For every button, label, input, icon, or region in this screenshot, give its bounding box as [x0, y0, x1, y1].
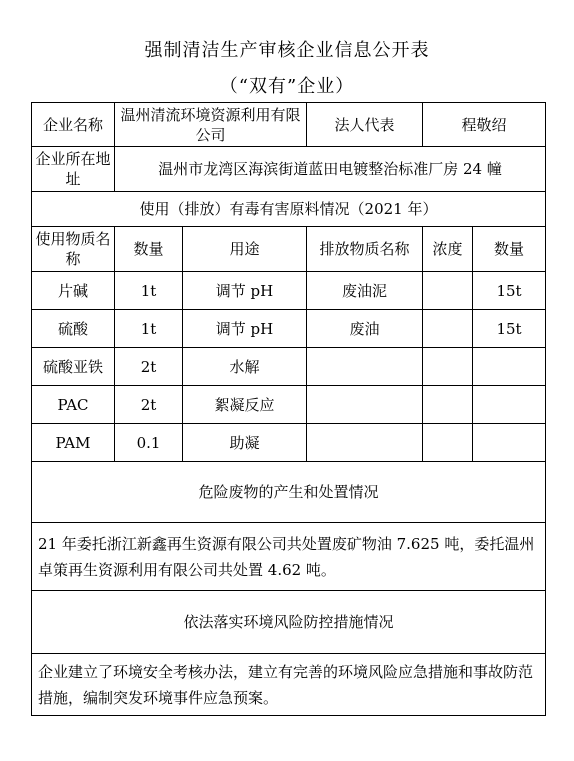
material-quantity-cell: 0.1 [115, 424, 183, 462]
hazardous-waste-section-title: 危险废物的产生和处置情况 [32, 462, 546, 523]
hazardous-waste-text: 21 年委托浙江新鑫再生资源有限公司共处置废矿物油 7.625 吨，委托温州卓策再生资源利用有限公司共处置 4.62 吨。 [32, 523, 546, 591]
company-name-row [32, 103, 546, 147]
emission-name-cell [307, 348, 423, 386]
table-row [32, 272, 546, 310]
emission-name-cell: 废油泥 [307, 272, 423, 310]
table-row [32, 348, 546, 386]
risk-control-section-title: 依法落实环境风险防控措施情况 [32, 591, 546, 654]
concentration-cell [423, 310, 473, 348]
hazardous-waste-section-row [32, 462, 546, 523]
material-usage-cell: 助凝 [183, 424, 307, 462]
legal-rep-value: 程敬绍 [423, 103, 546, 147]
page-subtitle: （“双有”企业） [219, 76, 355, 97]
header-concentration: 浓度 [423, 227, 473, 272]
risk-control-section-row [32, 591, 546, 654]
material-name-cell: 硫酸 [32, 310, 115, 348]
company-name-label: 企业名称 [32, 103, 115, 147]
material-quantity-cell: 1t [115, 310, 183, 348]
emission-quantity-cell [473, 348, 546, 386]
page-title: 强制清洁生产审核企业信息公开表 [144, 40, 430, 61]
concentration-cell [423, 386, 473, 424]
header-usage: 用途 [183, 227, 307, 272]
emission-quantity-cell: 15t [473, 272, 546, 310]
header-emission-name: 排放物质名称 [307, 227, 423, 272]
materials-section-title: 使用（排放）有毒有害原料情况（2021 年） [32, 192, 546, 227]
company-address-value: 温州市龙湾区海滨街道蓝田电镀整治标准厂房 24 幢 [115, 147, 546, 192]
emission-quantity-cell: 15t [473, 310, 546, 348]
material-quantity-cell: 2t [115, 386, 183, 424]
table-row [32, 386, 546, 424]
header-quantity: 数量 [115, 227, 183, 272]
material-name-cell: 片碱 [32, 272, 115, 310]
info-table [31, 102, 546, 716]
material-usage-cell: 絮凝反应 [183, 386, 307, 424]
material-name-cell: PAM [32, 424, 115, 462]
company-address-row [32, 147, 546, 192]
company-address-label: 企业所在地址 [32, 147, 115, 192]
header-material-name: 使用物质名称 [32, 227, 115, 272]
company-name-value: 温州清流环境资源利用有限公司 [115, 103, 307, 147]
header-emission-quantity: 数量 [473, 227, 546, 272]
table-row [32, 310, 546, 348]
material-usage-cell: 调节 pH [183, 272, 307, 310]
material-quantity-cell: 2t [115, 348, 183, 386]
materials-section-row [32, 192, 546, 227]
legal-rep-label: 法人代表 [307, 103, 423, 147]
emission-name-cell [307, 424, 423, 462]
risk-control-text: 企业建立了环境安全考核办法，建立有完善的环境风险应急措施和事故防范措施，编制突发环境事件应急预案。 [32, 654, 546, 716]
emission-name-cell [307, 386, 423, 424]
concentration-cell [423, 424, 473, 462]
material-quantity-cell: 1t [115, 272, 183, 310]
material-name-cell: PAC [32, 386, 115, 424]
table-row [32, 424, 546, 462]
hazardous-waste-text-row [32, 523, 546, 591]
emission-quantity-cell [473, 424, 546, 462]
risk-control-text-row [32, 654, 546, 716]
material-usage-cell: 调节 pH [183, 310, 307, 348]
concentration-cell [423, 348, 473, 386]
concentration-cell [423, 272, 473, 310]
materials-header-row [32, 227, 546, 272]
material-name-cell: 硫酸亚铁 [32, 348, 115, 386]
emission-name-cell: 废油 [307, 310, 423, 348]
material-usage-cell: 水解 [183, 348, 307, 386]
emission-quantity-cell [473, 386, 546, 424]
